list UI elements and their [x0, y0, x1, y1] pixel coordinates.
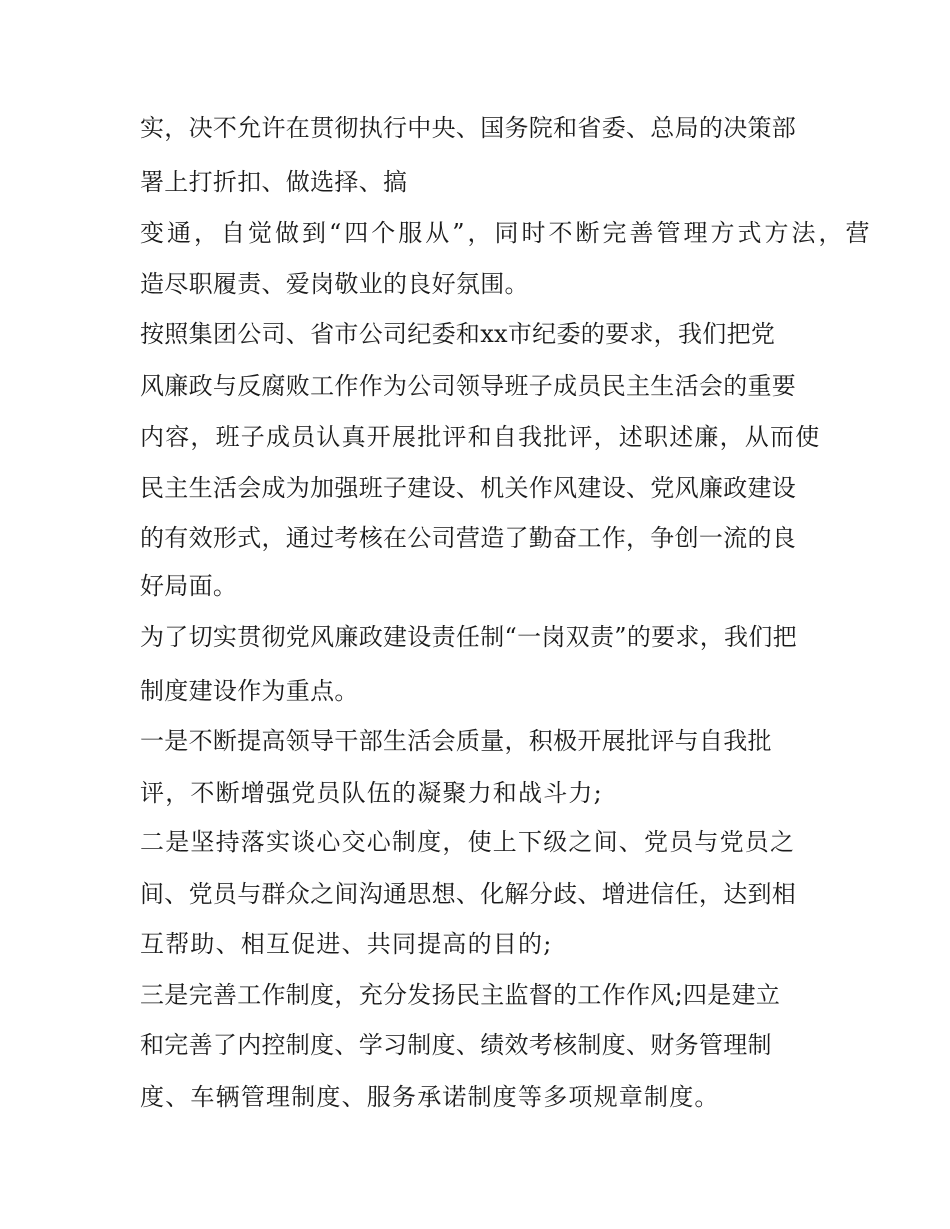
- text-line-8: 民主生活会成为加强班子建设、机关作风建设、党风廉政建设: [140, 474, 797, 502]
- text-line-2: 署上打折扣、做选择、搞: [140, 168, 408, 196]
- text-line-20: 度、车辆管理制度、服务承诺制度等多项规章制度。: [140, 1083, 720, 1111]
- text-line-18: 三是完善工作制度，充分发扬民主监督的工作作风;四是建立: [140, 981, 781, 1009]
- text-line-6: 风廉政与反腐败工作作为公司领导班子成员民主生活会的重要: [140, 372, 797, 400]
- text-line-16: 间、党员与群众之间沟通思想、化解分歧、增进信任，达到相: [140, 880, 797, 908]
- text-line-19: 和完善了内控制度、学习制度、绩效考核制度、财务管理制: [140, 1031, 772, 1059]
- text-line-13: 一是不断提高领导干部生活会质量，积极开展批评与自我批: [140, 727, 772, 755]
- text-line-1: 实，决不允许在贯彻执行中央、国务院和省委、总局的决策部: [140, 114, 797, 142]
- text-line-11: 为了切实贯彻党风廉政建设责任制“一岗双责”的要求，我们把: [140, 623, 797, 651]
- text-line-9: 的有效形式，通过考核在公司营造了勤奋工作，争创一流的良: [140, 524, 797, 552]
- text-line-17: 互帮助、相互促进、共同提高的目的;: [140, 930, 553, 958]
- text-line-12: 制度建设作为重点。: [140, 677, 359, 705]
- text-line-15: 二是坚持落实谈心交心制度，使上下级之间、党员与党员之: [140, 828, 796, 856]
- text-line-3: 变通，自觉做到“四个服从”，同时不断完善管理方式方法，营: [140, 219, 873, 247]
- text-line-7: 内容，班子成员认真开展批评和自我批评，述职述廉，从而使: [140, 423, 821, 451]
- text-line-5: 按照集团公司、省市公司纪委和xx市纪委的要求，我们把党: [140, 320, 776, 348]
- text-line-14: 评，不断增强党员队伍的凝聚力和战斗力;: [140, 779, 603, 807]
- text-line-4: 造尽职履责、爱岗敬业的良好氛围。: [140, 270, 529, 298]
- text-line-10: 好局面。: [140, 572, 238, 600]
